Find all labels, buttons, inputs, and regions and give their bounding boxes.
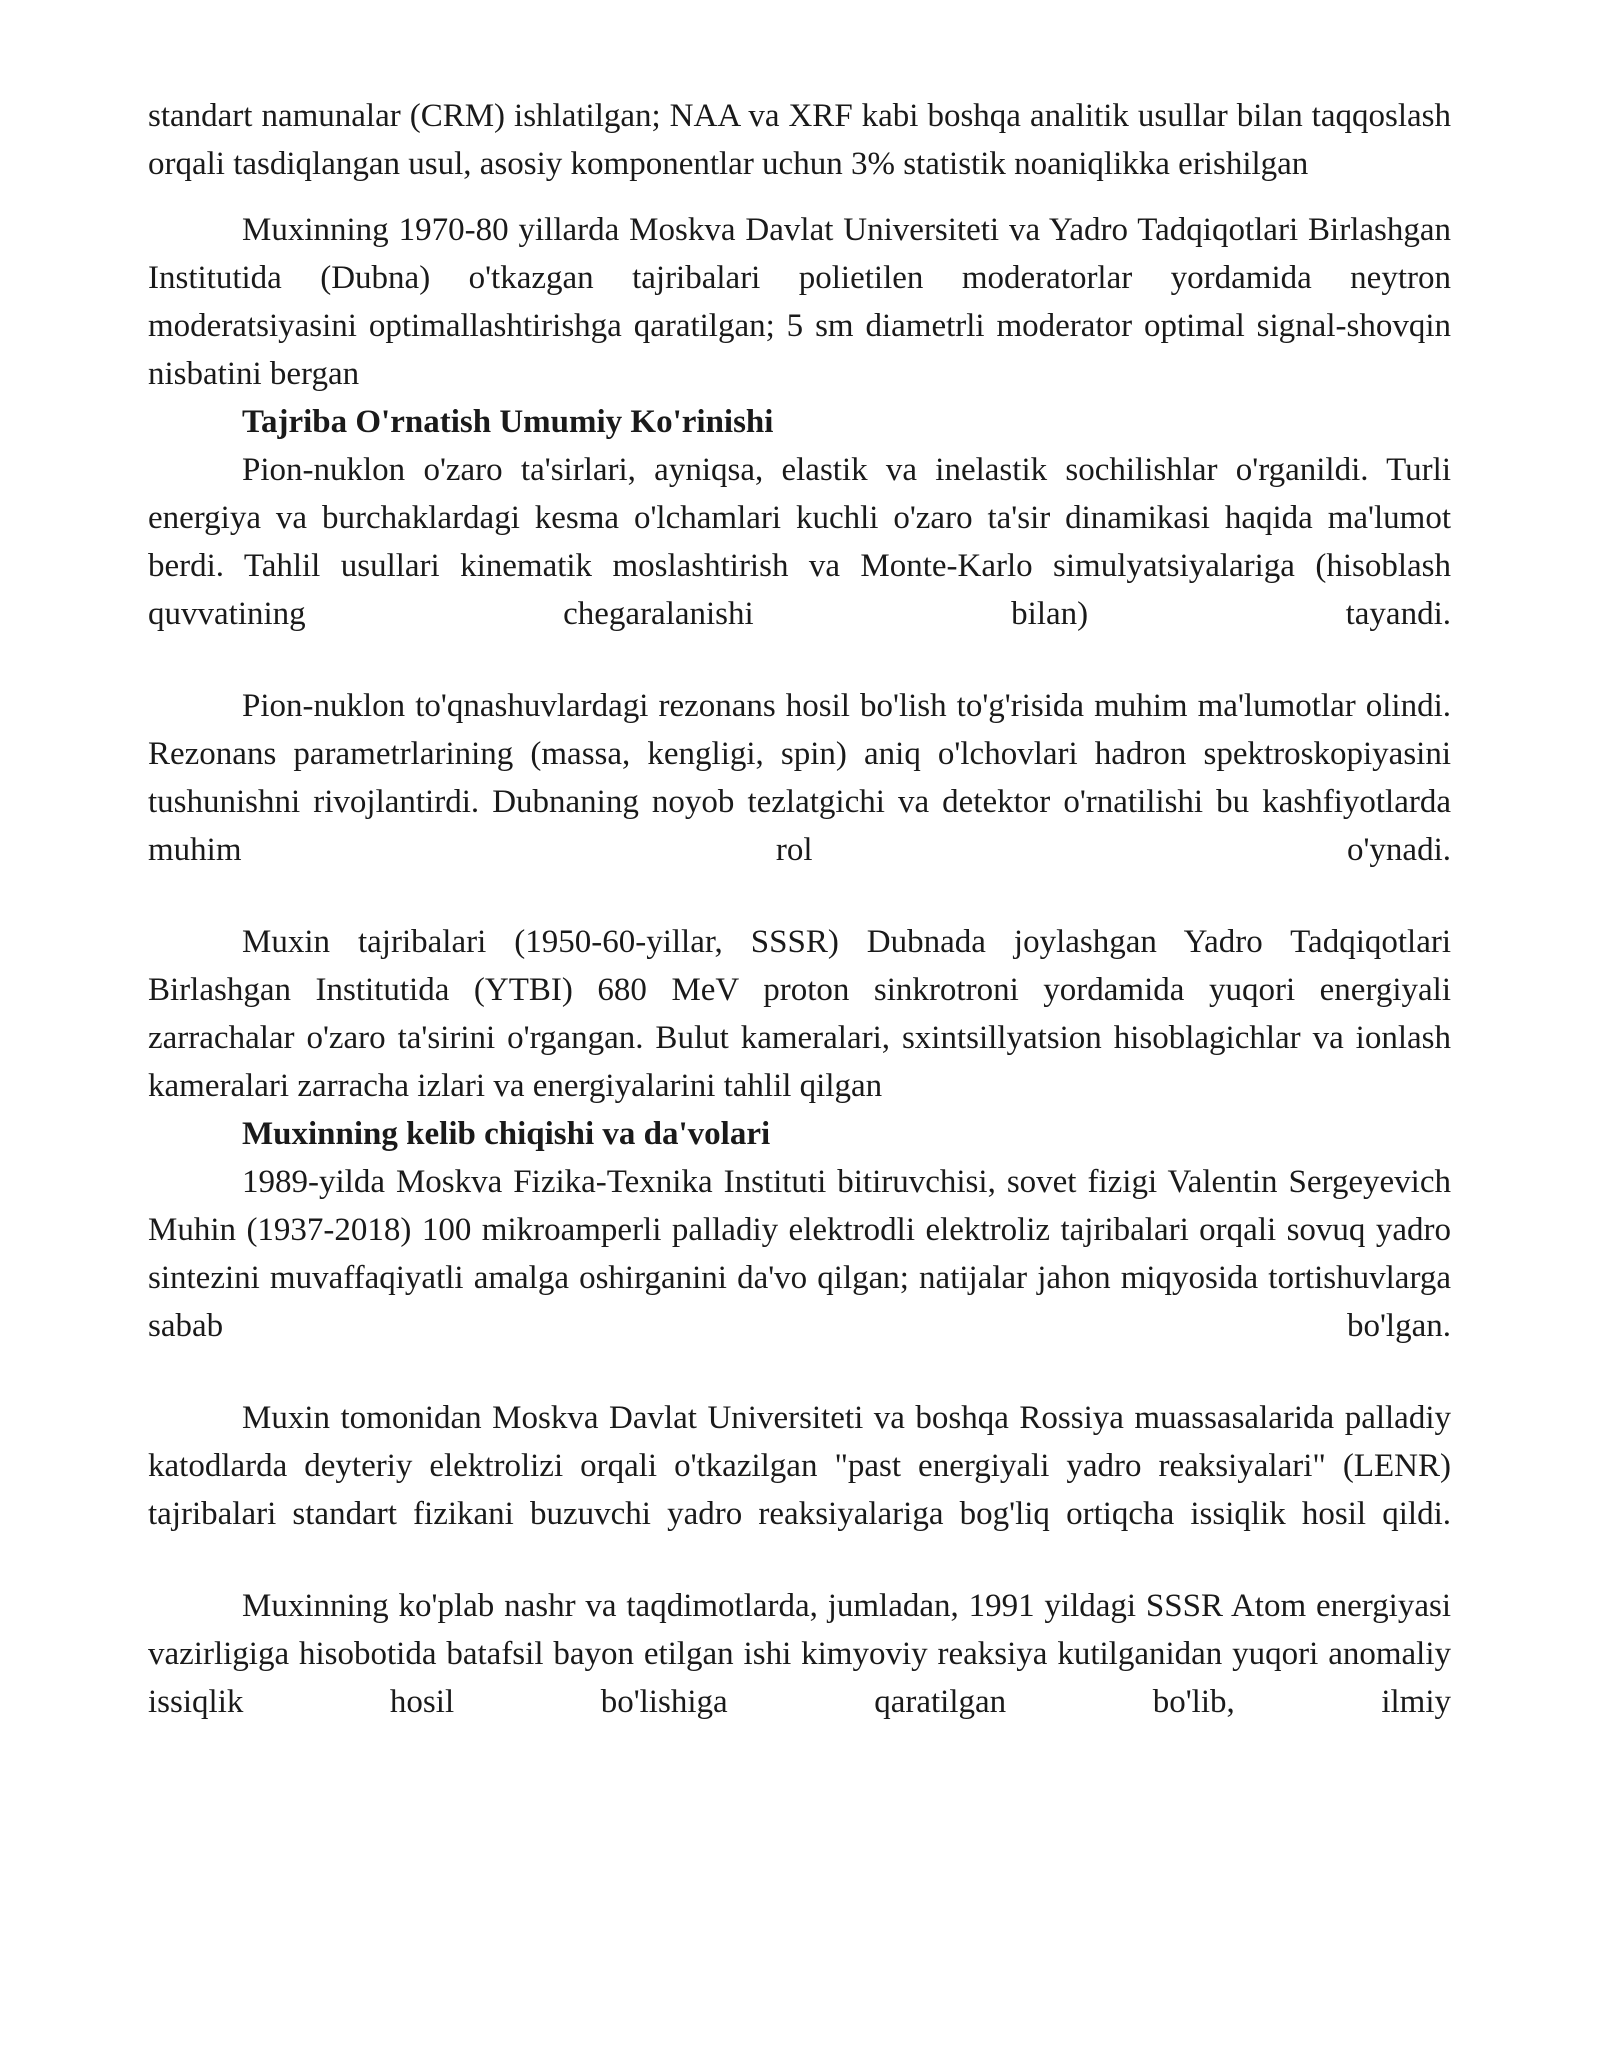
paragraph-cold-fusion-claim: 1989-yilda Moskva Fizika-Texnika Instituti bitiruvchisi, sovet fizigi Valentin Sergeyevich Muhin (1937-2018) 100 mikroamperli palladiy elektrodli elektroliz tajribalari orqali sovuq yadro sintezini muvaffaqiyatli amalga oshirganini da'vo qilgan; natijalar jahon miqyosida tortishuvlarga sabab bo'lgan. <box>148 1164 1451 1344</box>
paragraph-crm-methods: standart namunalar (CRM) ishlatilgan; NAA va XRF kabi boshqa analitik usullar bilan taqqoslash orqali tasdiqlangan usul, asosiy komponentlar uchun 3% statistik noaniqlikka erishilgan <box>148 98 1451 182</box>
paragraph-moderator-experiments: Muxinning 1970-80 yillarda Moskva Davlat Universiteti va Yadro Tadqiqotlari Birlashgan Institutida (Dubna) o'tkazgan tajribalari polietilen moderatorlar yordamida neytron moderatsiyasini optimallashtirishga qaratilgan; 5 sm diametrli moderator optimal signal-shovqin nisbatini bergan <box>148 212 1451 392</box>
paragraph-anomalous-heat: Muxinning ko'plab nashr va taqdimotlarda, jumladan, 1991 yildagi SSSR Atom energiyasi vazirligiga hisobotida batafsil bayon etilgan ishi kimyoviy reaksiya kutilganidan yuqori anomaliy issiqlik hosil bo'lishiga qaratilgan bo'lib, ilmiy <box>148 1588 1451 1720</box>
section-heading-origin-claims: Muxinning kelib chiqishi va da'volari <box>242 1116 771 1152</box>
paragraph-lenr-experiments: Muxin tomonidan Moskva Davlat Universiteti va boshqa Rossiya muassasalarida palladiy katodlarda deyteriy elektrolizi orqali o'tkazilgan "past energiyali yadro reaksiyalari" (LENR) tajribalari standart fizikani buzuvchi yadro reaksiyalariga bog'liq ortiqcha issiqlik hosil qildi. <box>148 1400 1451 1532</box>
document-page <box>148 92 1451 1726</box>
paragraph-resonance-formation: Pion-nuklon to'qnashuvlardagi rezonans hosil bo'lish to'g'risida muhim ma'lumotlar olindi. Rezonans parametrlarining (massa, kengligi, spin) aniq o'lchovlari hadron spektroskopiyasini tushunishni rivojlantirdi. Dubnaning noyob tezlatgichi va detektor o'rnatilishi bu kashfiyotlarda muhim rol o'ynadi. <box>148 688 1451 868</box>
section-heading-setup-overview: Tajriba O'rnatish Umumiy Ko'rinishi <box>242 404 774 440</box>
paragraph-pion-nucleon-interactions: Pion-nuklon o'zaro ta'sirlari, ayniqsa, elastik va inelastik sochilishlar o'rganildi. Turli energiya va burchaklardagi kesma o'lchamlari kuchli o'zaro ta'sir dinamikasi haqida ma'lumot berdi. Tahlil usullari kinematik moslashtirish va Monte-Karlo simulyatsiyalariga (hisoblash quvvatining chegaralanishi bilan) tayandi. <box>148 452 1451 632</box>
paragraph-dubna-synchrotron: Muxin tajribalari (1950-60-yillar, SSSR) Dubnada joylashgan Yadro Tadqiqotlari Birlashgan Institutida (YTBI) 680 MeV proton sinkrotroni yordamida yuqori energiyali zarrachalar o'zaro ta'sirini o'rgangan. Bulut kameralari, sxintsillyatsion hisoblagichlar va ionlash kameralari zarracha izlari va energiyalarini tahlil qilgan <box>148 924 1451 1104</box>
